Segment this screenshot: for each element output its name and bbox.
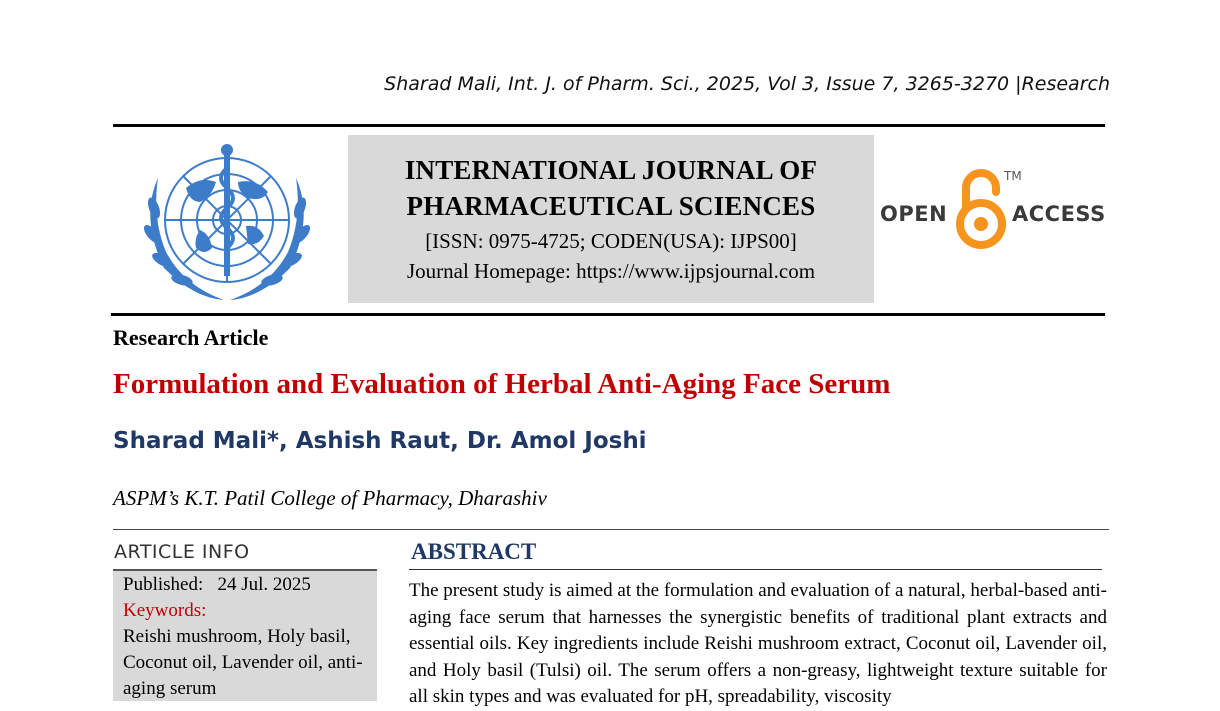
published-date: 24 Jul. 2025 bbox=[217, 574, 311, 595]
keywords-label: Keywords: bbox=[123, 600, 207, 621]
open-access-logo bbox=[880, 166, 1110, 250]
open-access-access-text: ACCESS bbox=[1012, 202, 1106, 226]
un-emblem-icon bbox=[128, 138, 326, 306]
trademark-mark: TM bbox=[1004, 169, 1022, 183]
header-bottom-rule bbox=[111, 313, 1105, 316]
journal-issn: [ISSN: 0975-4725; CODEN(USA): IJPS00] bbox=[425, 229, 797, 253]
abstract-text: The present study is aimed at the formulation and evaluation of a natural, herbal-based anti-aging face serum that harnesses the synergistic benefits of traditional plant extracts and essential oils. Key ingredients include Reishi mushroom extract, Coconut oil, Lavender oil, and Holy basil (Tulsi) oil. The serum offers a non-greasy, lightweight texture suitable for all skin types and was evaluated for pH, spreadability, viscosity bbox=[409, 580, 1108, 707]
published-label: Published: bbox=[123, 574, 204, 595]
open-access-open-text: OPEN bbox=[880, 202, 948, 226]
article-affiliation: ASPM’s K.T. Patil College of Pharmacy, Dharashiv bbox=[113, 486, 547, 510]
abstract-heading: ABSTRACT bbox=[411, 539, 537, 564]
article-info-box bbox=[113, 571, 377, 701]
running-head: Sharad Mali, Int. J. of Pharm. Sci., 2025, Vol 3, Issue 7, 3265-3270 |Research bbox=[384, 73, 1110, 95]
header-top-rule bbox=[113, 124, 1105, 127]
article-info-heading: ARTICLE INFO bbox=[114, 541, 250, 563]
published-line bbox=[123, 572, 377, 598]
open-lock-icon bbox=[956, 166, 1006, 250]
keywords-list: Reishi mushroom, Holy basil, Coconut oil, Lavender oil, anti-aging serum bbox=[123, 626, 363, 699]
article-title: Formulation and Evaluation of Herbal Anti-Aging Face Serum bbox=[113, 368, 891, 400]
section-divider bbox=[113, 529, 1109, 530]
article-type: Research Article bbox=[113, 325, 269, 350]
article-authors: Sharad Mali*, Ashish Raut, Dr. Amol Joshi bbox=[113, 428, 647, 454]
abstract-rule bbox=[409, 569, 1102, 570]
journal-name-line2: PHARMACEUTICAL SCIENCES bbox=[406, 191, 816, 221]
journal-name-line1: INTERNATIONAL JOURNAL OF bbox=[404, 155, 818, 185]
journal-homepage[interactable]: Journal Homepage: https://www.ijpsjournal.com bbox=[406, 259, 816, 283]
journal-masthead bbox=[348, 135, 874, 303]
